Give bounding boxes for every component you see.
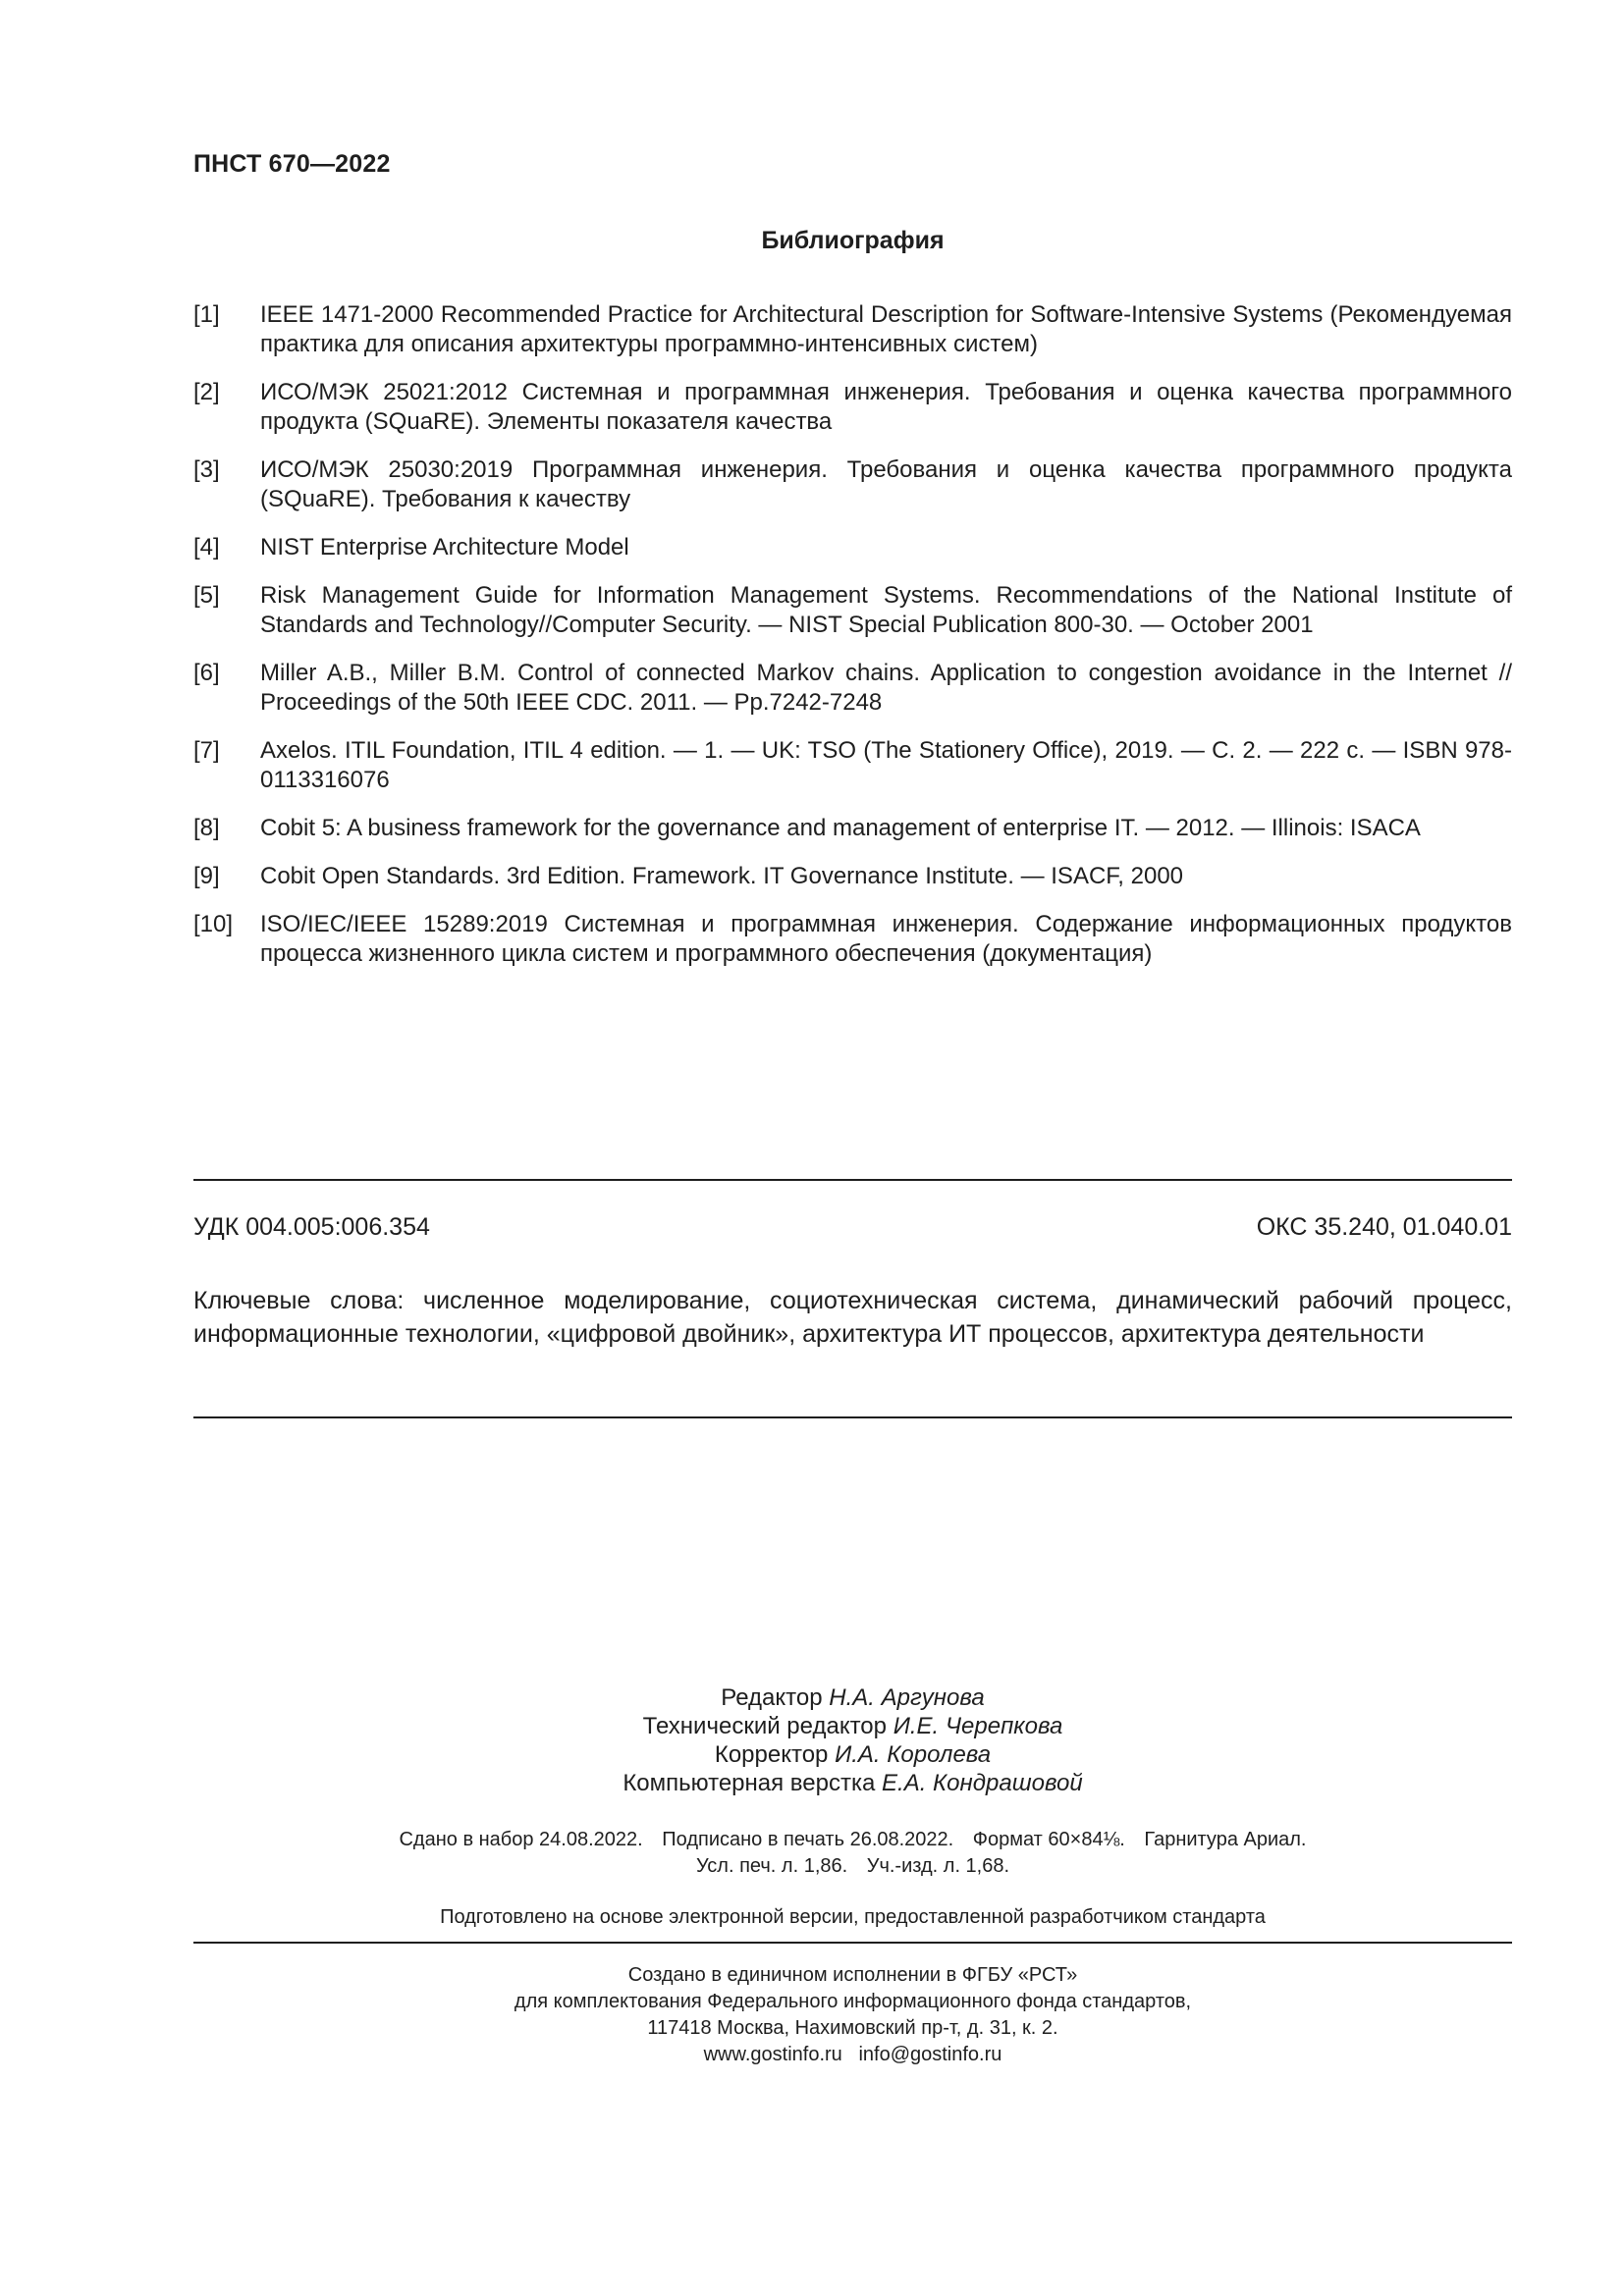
bibliography-text: Axelos. ITIL Foundation, ITIL 4 edition. — 1. — UK: TSO (The Stationery Office), 2019. — С. 2. — 222 с. — ISBN 978-0113316076 <box>260 737 1512 793</box>
email-link[interactable]: info@gostinfo.ru <box>858 2044 1002 2065</box>
credits-block <box>193 1683 1512 1797</box>
bibliography-item <box>193 736 1512 795</box>
bibliography-number: [9] <box>193 863 220 889</box>
credit-technical-editor <box>193 1712 1512 1740</box>
bibliography-text: ИСО/МЭК 25030:2019 Программная инженерия. Требования и оценка качества программного продукта (SQuaRE). Требования к качеству <box>260 456 1512 512</box>
credit-role: Редактор <box>721 1684 823 1711</box>
bibliography-item <box>193 378 1512 437</box>
bibliography-text: ISO/IEC/IEEE 15289:2019 Системная и программная инженерия. Содержание информационных продуктов процесса жизненного цикла систем и программного обеспечения (документация) <box>260 911 1512 967</box>
divider-keywords <box>193 1416 1512 1418</box>
credit-name: Е.А. Кондрашовой <box>882 1770 1083 1796</box>
signed-date: Подписано в печать 26.08.2022. <box>662 1829 954 1850</box>
bibliography-list <box>193 300 1512 988</box>
bibliography-item <box>193 910 1512 969</box>
divider-publisher <box>193 1942 1512 1944</box>
bibliography-item <box>193 455 1512 514</box>
prepared-note: Подготовлено на основе электронной версии, предоставленной разработчиком стандарта <box>440 1906 1266 1928</box>
udk-code: УДК 004.005:006.354 <box>193 1213 430 1241</box>
edition-sheets: Уч.-изд. л. 1,68. <box>866 1855 1010 1877</box>
bibliography-number: [3] <box>193 456 220 483</box>
bibliography-number: [6] <box>193 660 220 686</box>
bibliography-number: [4] <box>193 534 220 561</box>
bibliography-text: IEEE 1471-2000 Recommended Practice for Architectural Description for Software-Intensive Systems (Рекомендуемая практика для описания архитектуры программно-интенсивных систем) <box>260 301 1512 357</box>
credit-name: Н.А. Аргунова <box>829 1684 985 1711</box>
bibliography-item <box>193 814 1512 843</box>
bibliography-item <box>193 659 1512 718</box>
keywords-paragraph: Ключевые слова: численное моделирование, социотехническая система, динамический рабочий процесс, информационные технологии, «цифровой двойник», архитектура ИТ процессов, архитектура деятельности <box>193 1287 1512 1348</box>
credit-name: И.А. Королева <box>835 1741 992 1768</box>
paper-format: Формат 60×84⅛. <box>972 1829 1125 1850</box>
credit-name: И.Е. Черепкова <box>893 1713 1063 1739</box>
oks-code: ОКС 35.240, 01.040.01 <box>1256 1213 1512 1241</box>
divider-top <box>193 1179 1512 1181</box>
bibliography-item <box>193 300 1512 359</box>
credit-editor <box>193 1683 1512 1712</box>
bibliography-item <box>193 581 1512 640</box>
credit-layout <box>193 1769 1512 1797</box>
typeset-date: Сдано в набор 24.08.2022. <box>399 1829 643 1850</box>
printed-sheets: Усл. печ. л. 1,86. <box>695 1855 848 1877</box>
standard-code-header: ПНСТ 670—2022 <box>193 150 391 178</box>
credit-role: Корректор <box>714 1741 829 1768</box>
typeface: Гарнитура Ариал. <box>1144 1829 1307 1850</box>
bibliography-number: [5] <box>193 582 220 609</box>
credit-role: Технический редактор <box>642 1713 888 1739</box>
website-link[interactable]: www.gostinfo.ru <box>703 2044 842 2065</box>
bibliography-number: [1] <box>193 301 220 328</box>
bibliography-item <box>193 862 1512 891</box>
publisher-contacts <box>193 2042 1512 2068</box>
publisher-address: 117418 Москва, Нахимовский пр-т, д. 31, к. 2. <box>647 2017 1058 2039</box>
bibliography-text: Risk Management Guide for Information Management Systems. Recommendations of the National Institute of Standards and Technology//Computer Security. — NIST Special Publication 800-30. — October 2001 <box>260 582 1512 638</box>
bibliography-number: [7] <box>193 737 220 764</box>
bibliography-text: Miller A.B., Miller B.M. Control of connected Markov chains. Application to congestion avoidance in the Internet // Proceedings of the 50th IEEE CDC. 2011. — Pp.7242-7248 <box>260 660 1512 716</box>
bibliography-item <box>193 533 1512 562</box>
classification-row <box>193 1213 1512 1242</box>
publisher-line-1: Создано в единичном исполнении в ФГБУ «РСТ» <box>627 1964 1078 1986</box>
bibliography-text: Cobit Open Standards. 3rd Edition. Framework. IT Governance Institute. — ISACF, 2000 <box>260 863 1184 889</box>
bibliography-number: [8] <box>193 815 220 841</box>
publisher-block <box>193 1962 1512 2068</box>
bibliography-number: [2] <box>193 379 220 405</box>
print-info-line-1 <box>193 1827 1512 1853</box>
bibliography-text: Cobit 5: A business framework for the governance and management of enterprise IT. — 2012. — Illinois: ISACA <box>260 815 1421 841</box>
credit-role: Компьютерная верстка <box>623 1770 876 1796</box>
bibliography-text: ИСО/МЭК 25021:2012 Системная и программная инженерия. Требования и оценка качества программного продукта (SQuaRE). Элементы показателя качества <box>260 379 1512 435</box>
print-info <box>193 1827 1512 1880</box>
credit-proofreader <box>193 1740 1512 1769</box>
bibliography-text: NIST Enterprise Architecture Model <box>260 534 629 561</box>
print-info-line-2 <box>193 1853 1512 1880</box>
publisher-line-2: для комплектования Федерального информационного фонда стандартов, <box>514 1991 1192 2012</box>
bibliography-title: Библиография <box>761 227 945 254</box>
bibliography-number: [10] <box>193 911 234 937</box>
